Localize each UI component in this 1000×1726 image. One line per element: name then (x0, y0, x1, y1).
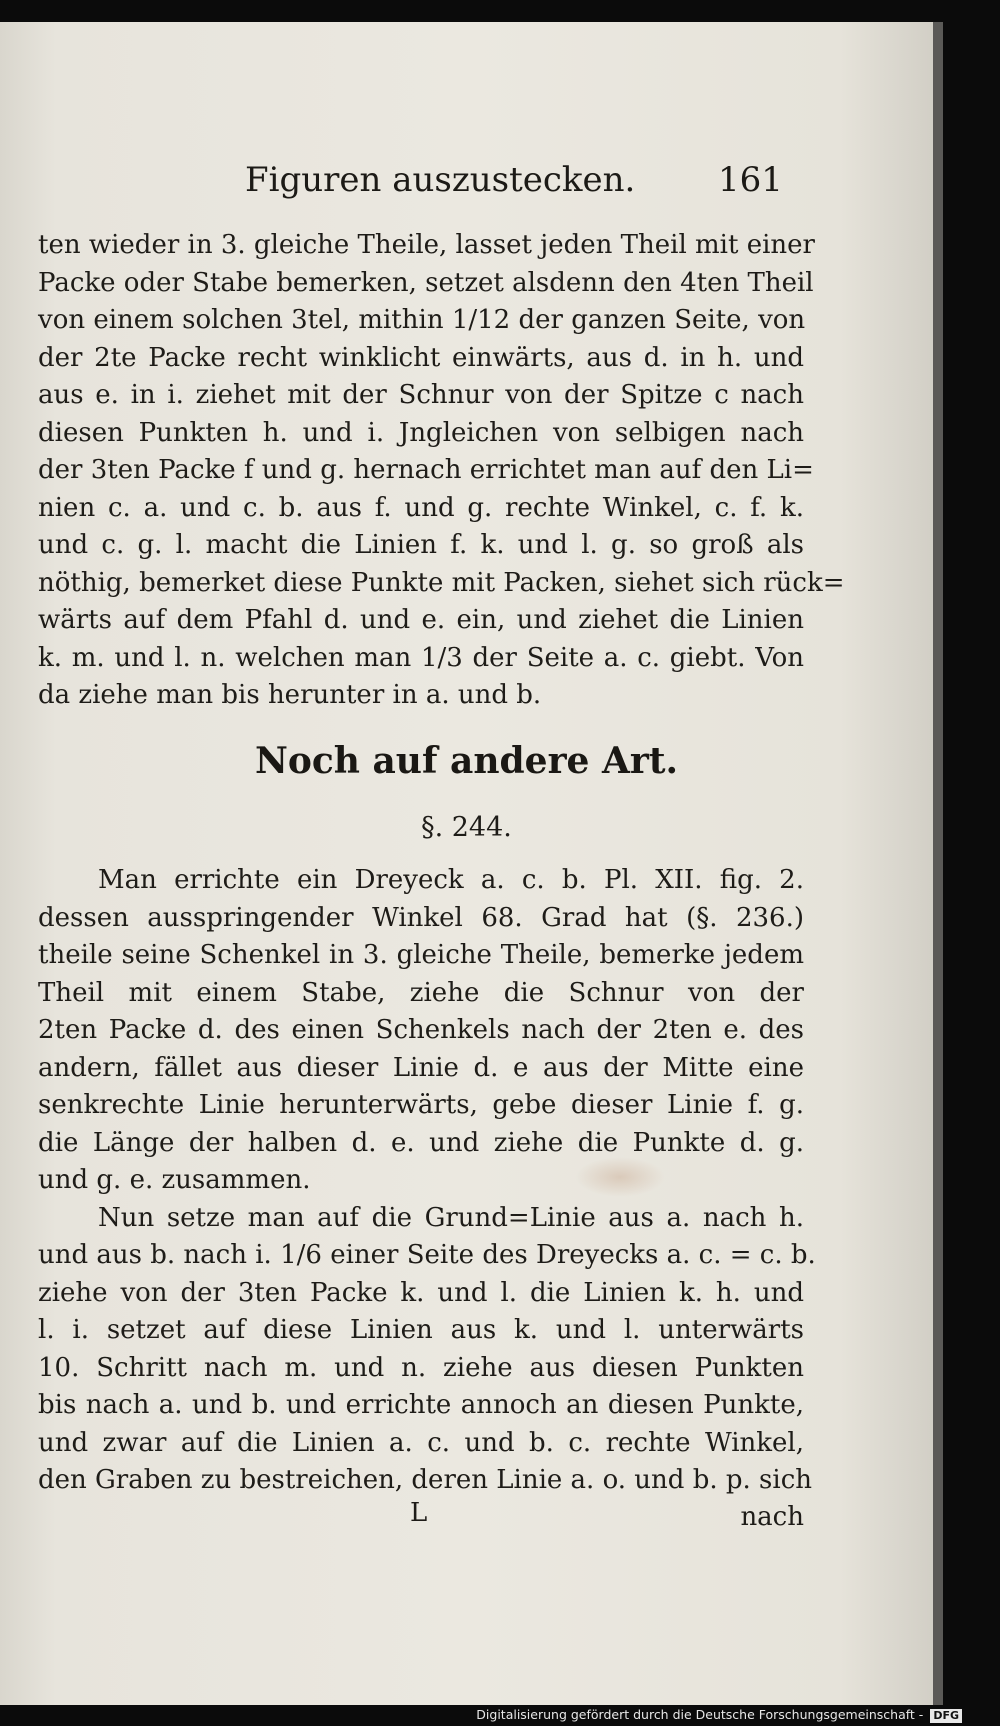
text-line: und aus b. nach i. 1/6 einer Seite des Dreyecks a. c. = c. b. (38, 1240, 816, 1270)
text-line: Man errichte ein Dreyeck a. c. b. Pl. XII. fig. 2. (98, 865, 804, 895)
text-line: k. m. und l. n. welchen man 1/3 der Seite a. c. giebt. Von (38, 642, 804, 673)
text-line: und g. e. zusammen. (38, 1165, 311, 1195)
section-heading: Noch auf andere Art. (254, 740, 679, 782)
dfg-logo: DFG (930, 1709, 962, 1723)
text-line: von einem solchen 3tel, mithin 1/12 der ganzen Seite, von (38, 305, 806, 335)
book-page (0, 22, 933, 1705)
text-line: nien c. a. und c. b. aus f. und g. rechte Winkel, c. f. k. (38, 492, 804, 523)
text-line: der 3ten Packe f und g. hernach errichtet man auf den Li= (38, 455, 814, 485)
paragraph-2 (38, 862, 816, 1500)
text-line: wärts auf dem Pfahl d. und e. ein, und ziehet die Linien (38, 605, 804, 635)
text-line: aus e. in i. ziehet mit der Schnur von der Spitze c nach (38, 380, 804, 410)
text-line: ziehe von der 3ten Packe k. und l. die Linien k. h. und (38, 1277, 804, 1308)
text-line: die Länge der halben d. e. und ziehe die Punkte d. g. (38, 1127, 804, 1158)
page-number: 161 (718, 160, 783, 200)
paper-stain (575, 1157, 665, 1197)
text-line: andern, fället aus dieser Linie d. e aus der Mitte eine (38, 1052, 804, 1083)
text-line: und zwar auf die Linien a. c. und b. c. rechte Winkel, (38, 1427, 804, 1458)
text-line: Packe oder Stabe bemerken, setzet alsdenn den 4ten Theil (38, 267, 814, 298)
text-line: diesen Punkten h. und i. Jngleichen von selbigen nach (38, 417, 804, 448)
credit-text: Digitalisierung gefördert durch die Deutsche Forschungsgemeinschaft - (476, 1707, 924, 1722)
text-line: den Graben zu bestreichen, deren Linie a. o. und b. p. sich (38, 1465, 813, 1495)
page-footer-marks (38, 1498, 804, 1538)
running-title: Figuren auszustecken. (245, 160, 636, 200)
section-number: §. 244. (421, 812, 512, 843)
text-line: l. i. setzet auf diese Linien aus k. und l. unterwärts (38, 1315, 804, 1345)
text-line: da ziehe man bis herunter in a. und b. (38, 680, 542, 710)
running-head (0, 160, 933, 210)
signature-mark: L (410, 1498, 428, 1528)
digitization-credit (476, 1707, 962, 1723)
text-line: theile seine Schenkel in 3. gleiche Theile, bemerke jedem (38, 940, 804, 970)
text-line: ten wieder in 3. gleiche Theile, lasset jeden Theil mit einer (38, 230, 815, 260)
text-line: bis nach a. und b. und errichte annoch an diesen Punkte, (38, 1390, 804, 1420)
text-line: 10. Schritt nach m. und n. ziehe aus diesen Punkten (38, 1352, 804, 1383)
text-line: Theil mit einem Stabe, ziehe die Schnur von der (38, 977, 804, 1008)
text-line: und c. g. l. macht die Linien f. k. und l. g. so groß als (38, 530, 804, 560)
page-edge (933, 22, 943, 1705)
text-line: 2ten Packe d. des einen Schenkels nach der 2ten e. des (38, 1015, 804, 1045)
text-line: dessen ausspringender Winkel 68. Grad hat (§. 236.) (38, 902, 804, 933)
text-line: senkrechte Linie herunterwärts, gebe dieser Linie f. g. (38, 1090, 804, 1120)
paragraph-1 (38, 227, 845, 715)
text-line: Nun setze man auf die Grund=Linie aus a. nach h. (98, 1202, 804, 1233)
catchword: nach (740, 1502, 804, 1532)
text-line: der 2te Packe recht winklicht einwärts, aus d. in h. und (38, 342, 804, 373)
text-line: nöthig, bemerket diese Punkte mit Packen, siehet sich rück= (38, 567, 845, 598)
